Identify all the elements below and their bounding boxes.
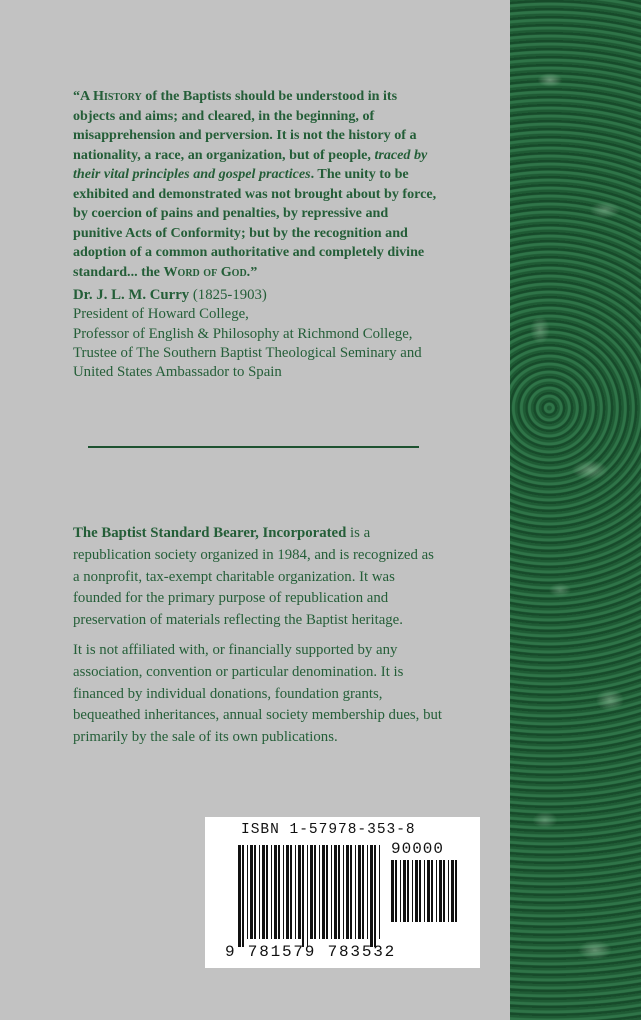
barcode-bar [283,845,284,939]
barcode-bar [439,860,442,922]
barcode-bar [295,845,296,939]
author-name: Dr. J. L. M. Curry [73,287,190,303]
author-credential-4: United States Ambassador to Spain [73,364,282,381]
barcode-bar [455,860,457,922]
addon-barcode-bars [391,860,461,930]
barcode-bar [319,845,320,939]
barcode-bar [314,845,316,939]
publisher-name: The Baptist Standard Bearer, Incorporated [73,525,347,541]
quote-part2: . The unity to be exhibited and demonstrated was not brought about by force, by coercion of pains and penalties, by repressive and punitive Acts of Conformity; but by the recognition and adoption of a common authoritative and completely divine standard... the [73,166,437,280]
barcode-bar [379,845,380,939]
barcode-bar [362,845,364,939]
barcode-bar [266,845,268,939]
barcode-bar [238,845,241,947]
barcode-bar [374,845,376,947]
quote-history-word: History [92,88,142,104]
barcode-bar [254,845,256,939]
barcode-bar [412,860,413,922]
barcode-bar [415,860,418,922]
barcode-bar [250,845,253,939]
barcode-bar [290,845,292,939]
ean-digits: 9 781579 783532 [225,943,397,961]
curry-quote [73,87,438,282]
barcode-bar [400,860,401,922]
barcode-bar [326,845,328,939]
barcode-bar [278,845,280,939]
quote-attribution [73,286,453,382]
barcode-bar [358,845,361,939]
barcode-bar [407,860,409,922]
barcode-bar [259,845,260,939]
isbn-label: ISBN 1-57978-353-8 [241,822,416,838]
quote-emphasis: traced by their vital principles and gospel practices [73,146,428,182]
barcode-bar [247,845,248,939]
barcode-bar [427,860,430,922]
about-paragraph-1 [73,523,443,632]
author-credential-1: President of Howard College, [73,306,249,323]
quote-open: “A [73,88,93,104]
barcode-bar [286,845,289,939]
barcode-bar [334,845,337,939]
barcode-bar [355,845,356,939]
author-credential-2: Professor of English & Philosophy at Richmond College, [73,325,413,342]
section-divider [88,446,419,448]
barcode-bar [298,845,301,939]
author-credential-3: Trustee of The Southern Baptist Theological Seminary and [73,344,422,361]
marble-spine-panel [510,0,641,1020]
barcode-bar [302,845,304,947]
barcode-bar [307,845,308,947]
barcode-bar [451,860,454,922]
barcode-bar [338,845,340,939]
about-paragraph-2: It is not affiliated with, or financially supported by any association, convention or particular denomination. It is financed by individual donations, foundation grants, bequeathed inheritances, annual society membership dues, but primarily by the sale of its own publications. [73,642,442,746]
barcode-bar [424,860,425,922]
barcode-bar [310,845,313,939]
barcode-bar [395,860,397,922]
barcode-bar [346,845,349,939]
quote-close: .” [246,263,258,280]
barcode-bar [331,845,332,939]
barcode-bar [431,860,433,922]
barcode-bar [403,860,406,922]
barcode-bar [242,845,244,947]
about-paragraph-1-text: is a republication society organized in 1984, and is recognized as a nonprofit, tax-exempt charitable organization. It was founded for the primary purpose of republication and preservation of materials reflecting the Baptist heritage. [73,525,434,629]
barcode-bar [370,845,373,947]
author-years: (1825-1903) [189,287,267,303]
barcode-bar [271,845,272,939]
barcode-bar [322,845,325,939]
barcode-bar [262,845,265,939]
barcode-bar [274,845,277,939]
price-code-label: 90000 [391,840,445,858]
barcode-bar [448,860,449,922]
barcode-bar [343,845,344,939]
ean-barcode-bars [238,845,383,947]
barcode-bar [419,860,421,922]
barcode-bar [436,860,437,922]
barcode-bar [367,845,368,939]
barcode-bar [391,860,394,922]
barcode-bar [350,845,352,939]
quote-part1: of the Baptists should be understood in its objects and aims; and cleared, in the beginning, of misapprehension and perversion. It is not the history of a nationality, a race, an organization, but of people, [73,88,417,163]
barcode-bar [443,860,445,922]
isbn-barcode [205,817,480,968]
quote-word-of-god: Word of God [163,263,247,280]
